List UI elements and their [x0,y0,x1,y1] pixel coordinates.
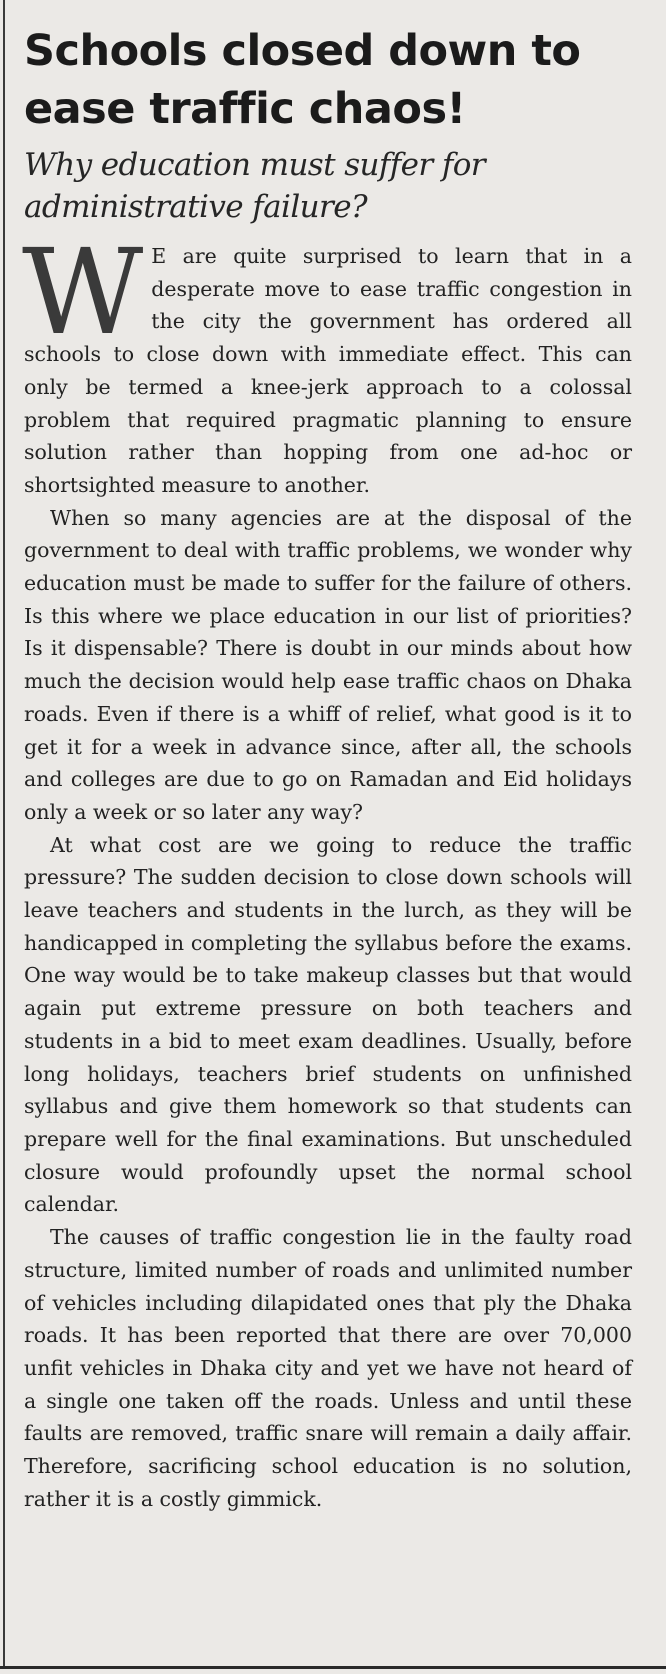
paragraph-1-text: E are quite surprised to learn that in a desperate move to ease traffic congestion in the city the government has ordered all schools to close down with immediate effect. This can only be termed a knee-jerk approach to a colossal problem that required pragmatic planning to ensure solution rather than hopping from one ad-hoc or shortsighted measure to another. [24,244,632,497]
subheadline: Why education must suffer for administrative failure? [24,147,486,225]
drop-cap: W [22,223,144,361]
article-body [22,223,632,1515]
left-border-rule [3,0,5,1668]
bottom-border-rule [0,1666,666,1669]
editorial-article [24,22,632,1515]
paragraph-4: The causes of traffic congestion lie in the faulty road structure, limited number of roads and unlimited number of vehicles including dilapidated ones that ply the Dhaka roads. It has been reported that there are over 70,000 unfit vehicles in Dhaka city and yet we have not heard of a single one taken off the roads. Unless and until these faults are removed, traffic snare will remain a daily affair. Therefore, sacrificing school education is no solution, rather it is a costly gimmick. [24,1225,632,1511]
paragraph-1 [22,223,632,502]
paragraph-2: When so many agencies are at the disposal of the government to deal with traffic problems, we wonder why education must be made to suffer for the failure of others. Is this where we place education in our list of priorities? Is it dispensable? There is doubt in our minds about how much the decision would help ease traffic chaos on Dhaka roads. Even if there is a whiff of relief, what good is it to get it for a week in advance since, after all, the schools and colleges are due to go on Ramadan and Eid holidays only a week or so later any way? [24,505,632,824]
paragraph-3: At what cost are we going to reduce the traffic pressure? The sudden decision to close down schools will leave teachers and students in the lurch, as they will be handicapped in completing the syllabus before the exams. One way would be to take makeup classes but that would again put extreme pressure on both teachers and students in a bid to meet exam deadlines. Usually, before long holidays, teachers brief students on unfinished syllabus and give them homework so that students can prepare well for the final examinations. But unscheduled closure would profoundly upset the normal school calendar. [24,832,632,1217]
headline: Schools closed down to ease traffic chaos! [24,26,581,134]
